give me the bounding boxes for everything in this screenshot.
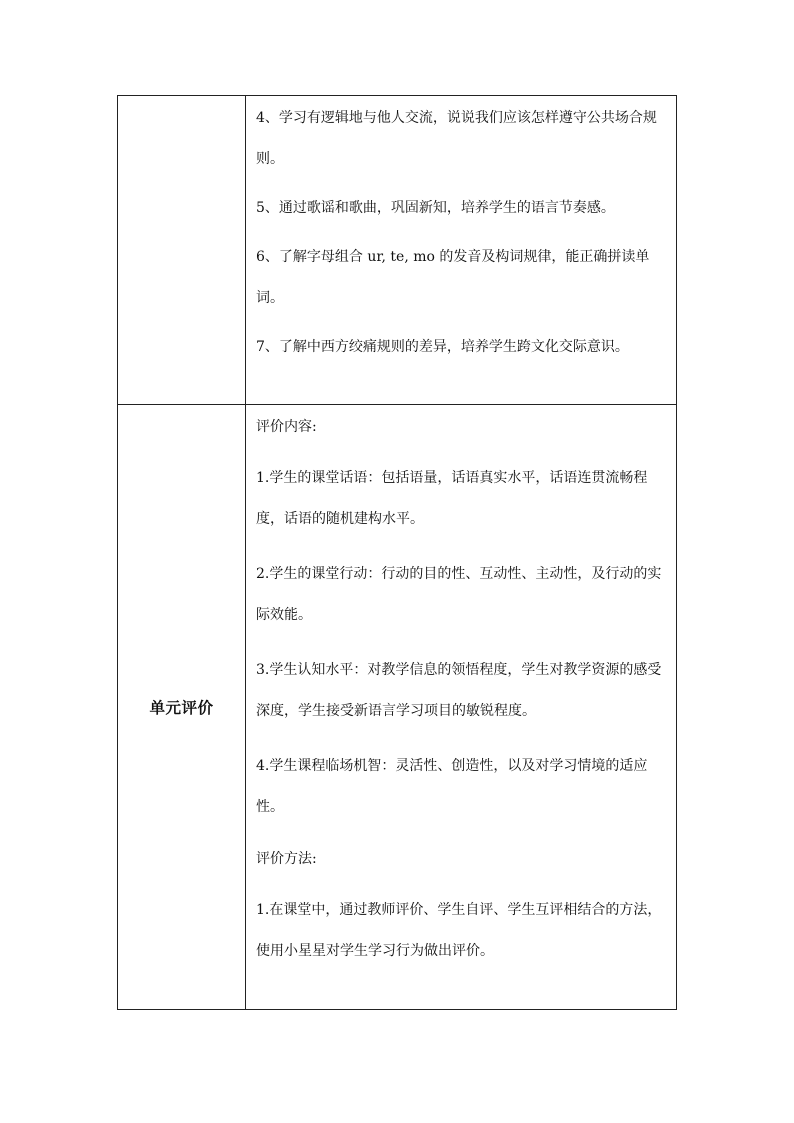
objective-item-4: 4、学习有逻辑地与他人交流，说说我们应该怎样遵守公共场合规则。 — [256, 110, 657, 167]
row-label-cell — [118, 405, 246, 1010]
evaluation-content-item-1: 1.学生的课堂话语：包括语量，话语真实水平，话语连贯流畅程度，话语的随机建构水平。 — [256, 470, 648, 527]
evaluation-content-item-2: 2.学生的课堂行动：行动的目的性、互动性、主动性，及行动的实际效能。 — [256, 566, 662, 623]
evaluation-content-heading: 评价内容: — [256, 419, 317, 435]
table-row-unit-evaluation — [118, 405, 677, 1010]
objective-item-5: 5、通过歌谣和歌曲，巩固新知，培养学生的语言节奏感。 — [256, 200, 615, 216]
evaluation-method-item-1: 1.在课堂中，通过教师评价、学生自评、学生互评相结合的方法，使用小星星对学生学习行为做出评价。 — [256, 902, 662, 959]
evaluation-content-cell — [246, 405, 677, 1010]
unit-plan-table — [117, 95, 677, 1010]
evaluation-method-heading: 评价方法: — [256, 851, 317, 867]
row-label-unit-evaluation: 单元评价 — [149, 699, 214, 717]
objectives-content-cell — [246, 96, 677, 405]
objective-item-6: 6、了解字母组合 ur, te, mo 的发音及构词规律，能正确拼读单词。 — [256, 249, 650, 306]
row-label-cell-empty — [118, 96, 246, 405]
objective-item-7: 7、了解中西方绞痛规则的差异，培养学生跨文化交际意识。 — [256, 339, 629, 355]
table-row-objectives — [118, 96, 677, 405]
evaluation-content-item-4: 4.学生课程临场机智：灵活性、创造性，以及对学习情境的适应性。 — [256, 758, 648, 815]
evaluation-content-item-3: 3.学生认知水平：对教学信息的领悟程度，学生对教学资源的感受深度，学生接受新语言学习项目的敏锐程度。 — [256, 662, 662, 719]
